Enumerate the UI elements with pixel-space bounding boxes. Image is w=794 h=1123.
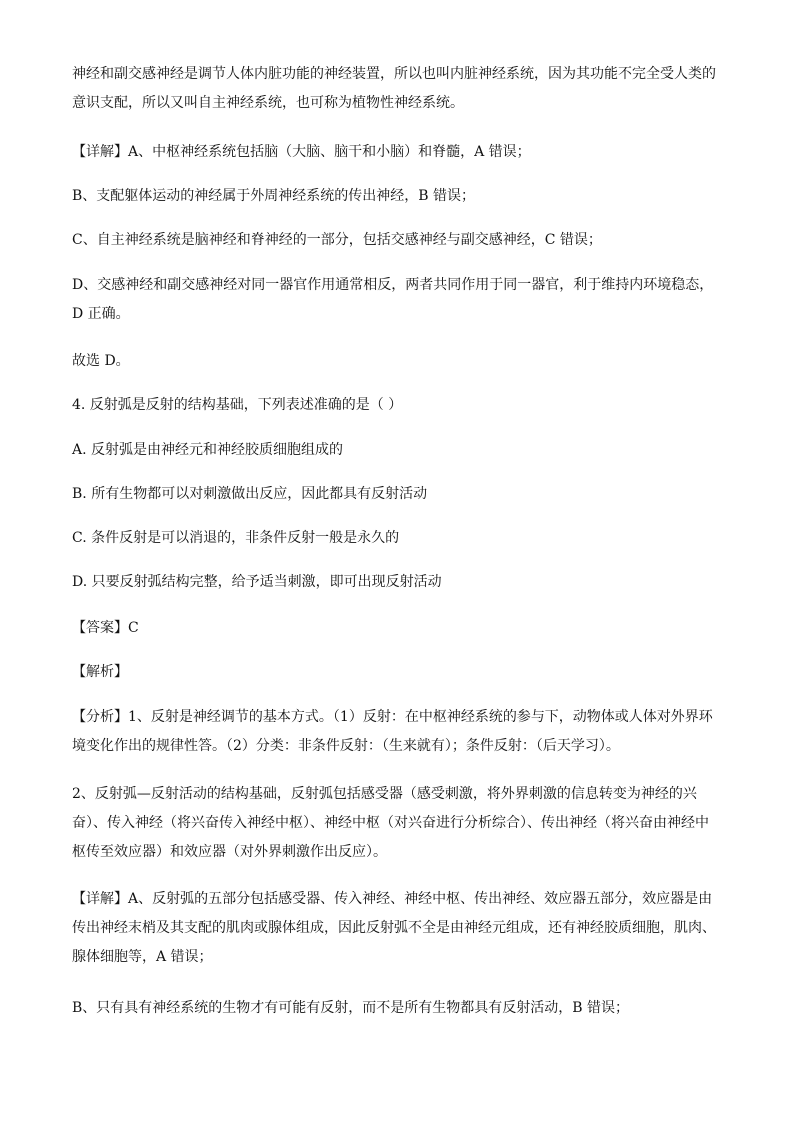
text-line: 4. 反射弧是反射的结构基础，下列表述准确的是（ ） [72, 397, 403, 413]
question-4-option-c [72, 524, 724, 553]
detail-option-a [72, 885, 724, 972]
analysis-heading [72, 658, 724, 687]
analysis-reflex-arc [72, 780, 724, 867]
text-line: 【详解】A、反射弧的五部分包括感受器、传入神经、神经中枢、传出神经、效应器五部分，效应器是由 [72, 891, 713, 907]
explanation-option-a [72, 138, 724, 167]
text-line: D、交感神经和副交感神经对同一器官作用通常相反，两者共同作用于同一器官，利于维持内环境稳态， [72, 277, 714, 293]
text-line: 【答案】C [72, 620, 139, 636]
text-line: B. 所有生物都可以对刺激做出反应，因此都具有反射活动 [72, 486, 428, 502]
explanation-option-b [72, 182, 724, 211]
text-line: 故选 D。 [72, 353, 130, 369]
text-line: 奋）、传入神经（将兴奋传入神经中枢）、神经中枢（对兴奋进行分析综合）、传出神经（将兴奋由神经中 [72, 815, 709, 831]
text-line: C. 条件反射是可以消退的，非条件反射一般是永久的 [72, 530, 400, 546]
text-line: B、支配躯体运动的神经属于外周神经系统的传出神经，B 错误； [72, 188, 476, 204]
text-line: 【解析】 [72, 664, 128, 680]
text-line: 【分析】1、反射是神经调节的基本方式。（1）反射：在中枢神经系统的参与下，动物体或人体对外界环 [72, 709, 713, 725]
text-line: 枢传至效应器）和效应器（对外界刺激作出反应）。 [72, 844, 387, 860]
text-line: 【详解】A、中枢神经系统包括脑（大脑、脑干和小脑）和脊髓，A 错误； [72, 144, 531, 160]
question-4-option-b [72, 480, 724, 509]
text-line: 意识支配，所以又叫自主神经系统，也可称为植物性神经系统。 [72, 95, 464, 111]
text-line: D. 只要反射弧结构完整，给予适当刺激，即可出现反射活动 [72, 574, 442, 590]
question-4-stem [72, 391, 724, 420]
answer-label [72, 614, 724, 643]
analysis-reflex [72, 703, 724, 761]
text-line: C、自主神经系统是脑神经和脊神经的一部分，包括交感神经与副交感神经，C 错误； [72, 232, 602, 248]
text-line: D 正确。 [72, 306, 130, 322]
question-4-option-d [72, 568, 724, 597]
text-line: 传出神经末梢及其支配的肌肉或腺体组成，因此反射弧不全是由神经元组成，还有神经胶质细胞，肌肉、 [72, 920, 716, 936]
text-line: 境变化作出的规律性答。（2）分类：非条件反射：（生来就有）；条件反射：（后天学习）。 [72, 738, 620, 754]
text-line: 神经和副交感神经是调节人体内脏功能的神经装置，所以也叫内脏神经系统，因为其功能不完全受人类的 [72, 66, 716, 82]
question-4-option-a [72, 436, 724, 465]
explanation-option-c [72, 226, 724, 255]
explanation-option-d [72, 271, 724, 329]
paragraph-autonomic-nervous-system [72, 60, 724, 118]
text-line: 腺体细胞等，A 错误； [72, 949, 213, 965]
text-line: 2、反射弧—反射活动的结构基础，反射弧包括感受器（感受刺激，将外界刺激的信息转变为神经的兴 [72, 786, 697, 802]
detail-option-b [72, 994, 724, 1023]
text-line: A. 反射弧是由神经元和神经胶质细胞组成的 [72, 442, 344, 458]
answer-selection [72, 347, 724, 376]
text-line: B、只有具有神经系统的生物才有可能有反射，而不是所有生物都具有反射活动，B 错误； [72, 1000, 630, 1016]
